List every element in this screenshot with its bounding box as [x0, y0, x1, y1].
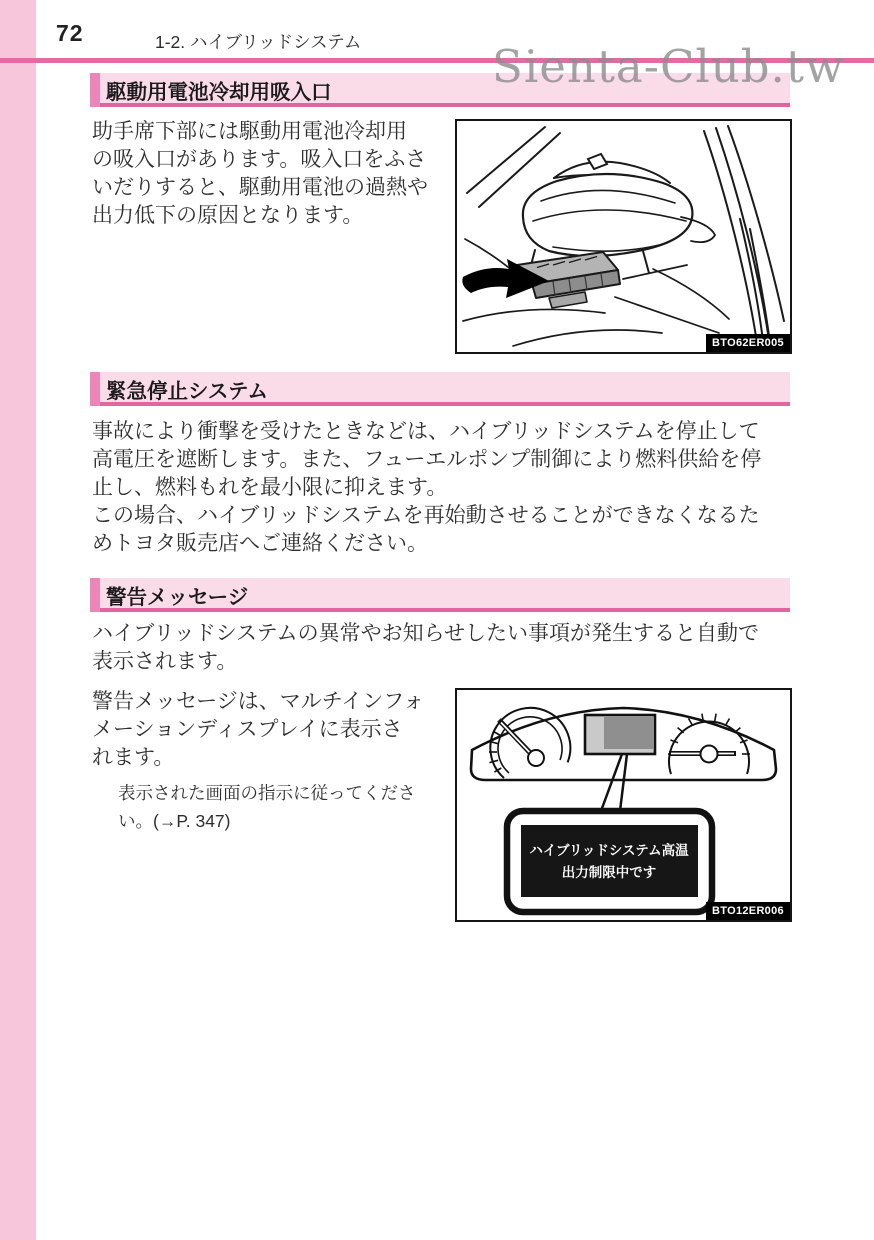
seat-rail	[623, 265, 687, 279]
text-line: この場合、ハイブリッドシステムを再始動させることができなくなるた	[92, 504, 760, 527]
section-heading-warning-message	[90, 578, 790, 612]
section-heading-emergency-stop	[90, 372, 790, 406]
watermark: Sienta-Club.tw	[492, 40, 845, 93]
text-line: 高電圧を遮断します。また、フューエルポンプ制御により燃料供給を停	[92, 448, 762, 471]
multi-info-display-screen	[604, 717, 654, 749]
headrest-mount	[588, 154, 607, 169]
text-line: 出力低下の原因となります。	[92, 204, 364, 227]
text-line: 表示されます。	[92, 650, 238, 673]
floor-line	[465, 239, 513, 271]
text-line: れます。	[92, 746, 175, 769]
page-edge-strip	[0, 0, 36, 1240]
emergency-stop-paragraph	[92, 418, 796, 558]
warning-message-note	[118, 779, 468, 835]
floor-line	[513, 330, 662, 346]
section-heading-label: 駆動用電池冷却用吸入口	[106, 81, 332, 104]
text-line: めトヨタ販売店へご連絡ください。	[92, 532, 428, 555]
heading-accent	[90, 73, 100, 107]
text-line: 警告メッセージは、マルチインフォ	[92, 690, 425, 713]
text-line: 助手席下部には駆動用電池冷却用	[92, 120, 407, 143]
seat-inlet-illustration	[457, 121, 790, 352]
right-gauge-hub	[701, 746, 718, 763]
chapter-header: 1-2. ハイブリッドシステム	[155, 32, 362, 52]
section-heading-label: 警告メッセージ	[106, 586, 249, 609]
text-line: ハイブリッドシステムの異常やお知らせしたい事項が発生すると自動で	[92, 622, 759, 645]
battery-inlet-paragraph	[92, 118, 464, 230]
text-line: いだりすると、駆動用電池の過熱や	[92, 176, 428, 199]
section-heading-label: 緊急停止システム	[106, 380, 268, 403]
page-number: 72	[56, 20, 84, 46]
instrument-cluster-illustration	[457, 690, 790, 920]
warning-message-text: ハイブリッドシステム高温	[529, 843, 689, 858]
text-line: 表示された画面の指示に従ってくださ	[118, 783, 416, 803]
floor-line	[653, 269, 729, 319]
text-line: 事故により衝撃を受けたときなどは、ハイブリッドシステムを停止して	[92, 420, 760, 443]
text-line: い。(→P. 347)	[118, 811, 231, 831]
warning-message-text: 出力制限中です	[561, 865, 657, 880]
warning-display-screen	[521, 825, 698, 897]
figure-code-badge: BTO62ER005	[706, 334, 790, 352]
warning-message-intro	[92, 620, 796, 676]
floor-line	[615, 297, 719, 333]
text-line: の吸入口があります。吸入口をふさ	[92, 148, 427, 171]
text-line: 止し、燃料もれを最小限に抑えます。	[92, 476, 448, 499]
seat-frame-line	[643, 251, 649, 273]
heading-accent	[90, 578, 100, 612]
left-gauge-hub	[528, 750, 544, 766]
warning-message-column	[92, 688, 464, 772]
heading-accent	[90, 372, 100, 406]
figure-instrument-cluster	[455, 688, 792, 922]
door-frame-line	[704, 131, 758, 349]
floor-line	[463, 309, 605, 321]
figure-seat-inlet	[455, 119, 792, 354]
text-line: メーションディスプレイに表示さ	[92, 718, 403, 741]
figure-code-badge: BTO12ER006	[706, 902, 790, 920]
